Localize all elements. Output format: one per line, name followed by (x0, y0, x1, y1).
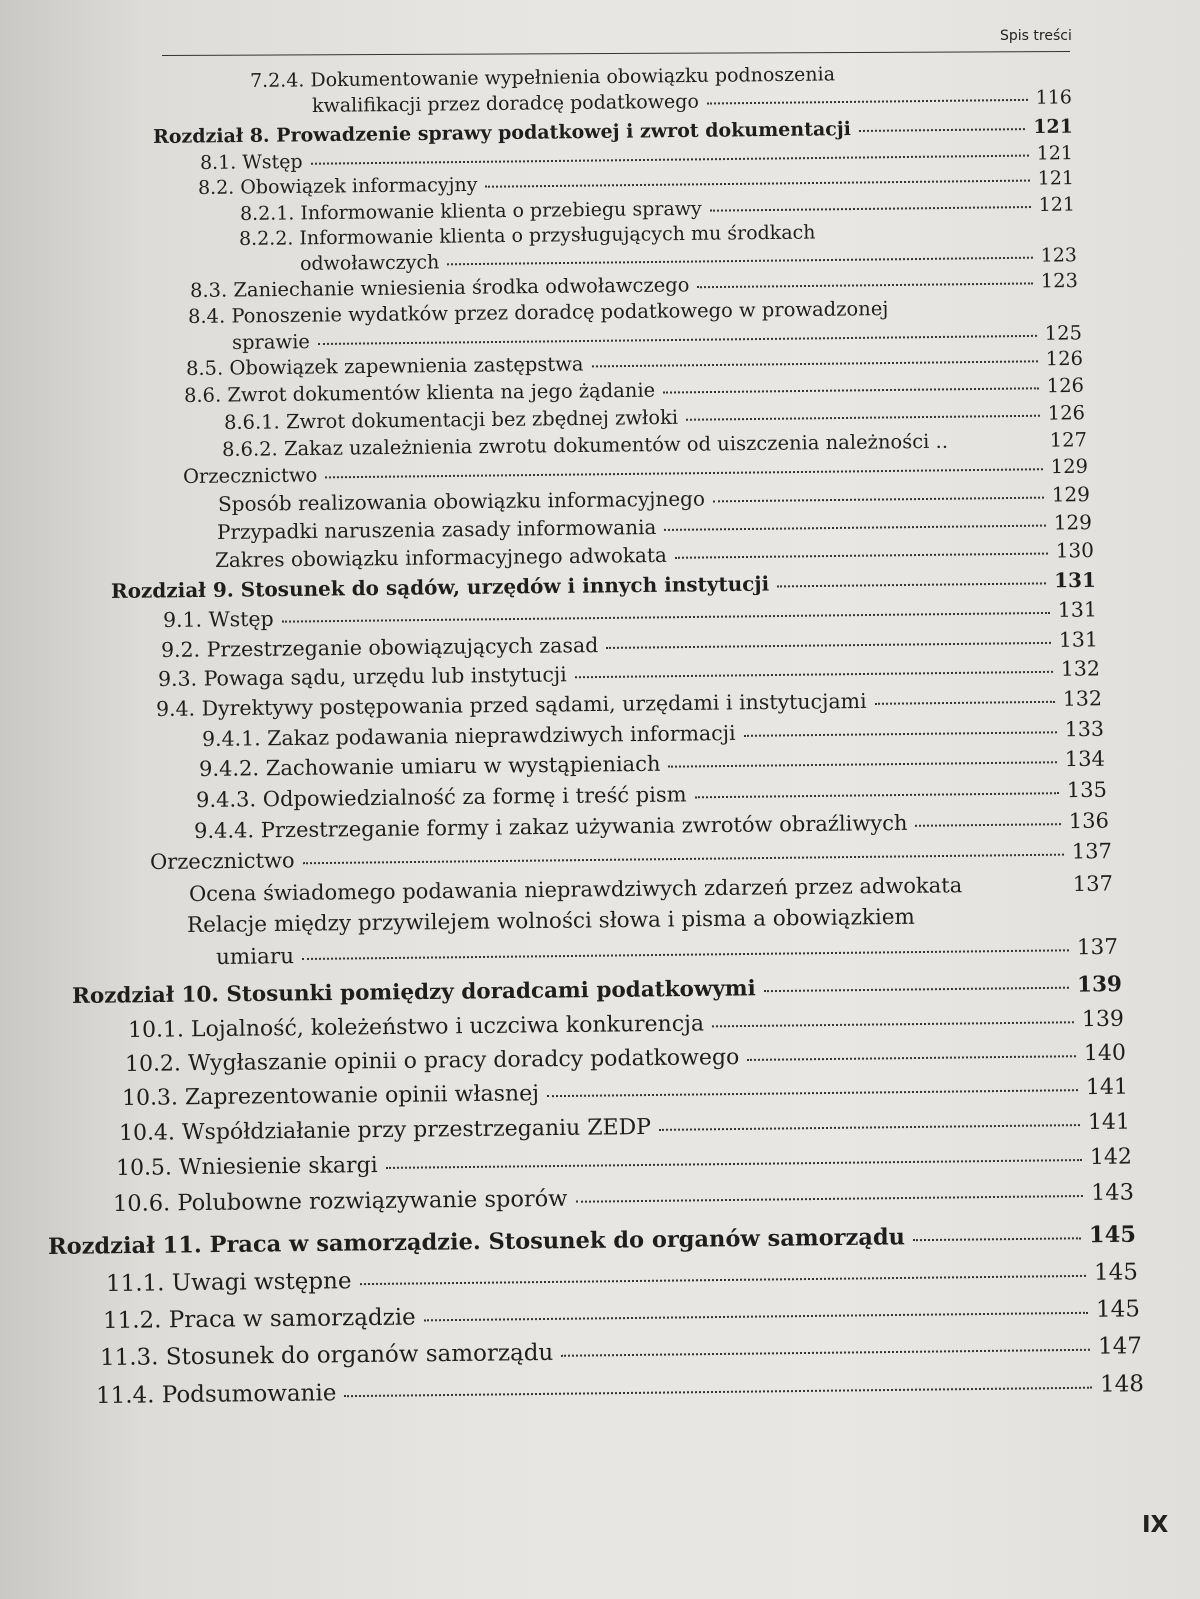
toc-entry-title: 9.4.1. Zakaz podawania nieprawdziwych informacji (201, 720, 736, 751)
toc-entry-title: 10.4. Współdziałanie przy przestrzeganiu ZEDP (118, 1114, 652, 1146)
dot-leader (913, 1237, 1081, 1241)
toc-page-number: 121 (1036, 142, 1074, 165)
toc-entry (312, 86, 1072, 117)
dot-leader (686, 415, 1040, 421)
dot-leader (360, 1275, 1087, 1285)
toc-entry-title: Ocena świadomego podawania nieprawdziwych zdarzeń przez adwokata (188, 873, 963, 906)
dot-leader (576, 1195, 1084, 1203)
dot-leader (707, 99, 1028, 105)
toc-page-number: 137 (1072, 871, 1114, 896)
toc-entry-title: umiaru (215, 944, 295, 970)
dot-leader (659, 1124, 1080, 1131)
toc-page-number: 132 (1062, 686, 1103, 711)
dot-leader (956, 444, 1042, 445)
toc-page-number: 145 (1088, 1221, 1137, 1249)
dot-leader (663, 387, 1039, 393)
toc-page-number: 131 (1058, 627, 1099, 652)
toc-entry-title: 8.3. Zaniechanie wniesienia środka odwoławczego (189, 273, 690, 302)
running-head: Spis treści (1000, 28, 1072, 44)
toc-page-number: 141 (1085, 1074, 1129, 1101)
toc-page-number: 137 (1071, 839, 1113, 864)
toc-entry-title: 11.2. Praca w samorządzie (102, 1304, 416, 1334)
toc-entry-title: Rozdział 9. Stosunek do sądów, urzędów i innych instytucji (110, 571, 770, 603)
toc-page-number: 131 (1054, 567, 1097, 593)
toc-entry (161, 627, 1098, 662)
toc-page-number: 129 (1050, 454, 1089, 479)
toc-entry-title: 9.3. Powaga sądu, urzędu lub instytucji (157, 662, 567, 691)
toc-entry-title: odwoławczych (299, 251, 440, 275)
toc-page-number: 139 (1076, 972, 1123, 998)
dot-leader (712, 1021, 1074, 1027)
toc-entry (194, 809, 1109, 843)
toc-page-number: 132 (1060, 656, 1101, 681)
toc-entry-title: Rozdział 8. Prowadzenie sprawy podatkowej i zwrot dokumentacji (152, 118, 852, 148)
toc-entry-title: 10.3. Zaprezentowanie opinii własnej (121, 1081, 540, 1111)
dot-leader (970, 888, 1065, 889)
toc-entry (196, 778, 1107, 812)
toc-entry-title: 11.4. Podsumowanie (95, 1380, 337, 1409)
toc-entry (128, 1007, 1124, 1043)
dot-leader (318, 335, 1037, 345)
toc-entry-title: Rozdział 10. Stosunki pomiędzy doradcami podatkowymi (71, 976, 756, 1009)
toc-entry (106, 1259, 1138, 1297)
dot-leader (664, 525, 1045, 531)
toc-entry-first-line: 8.2.2. Informowanie klienta o przysługujących mu środkach (238, 221, 816, 250)
dot-leader (713, 497, 1044, 503)
toc-chapter-entry (48, 1222, 1136, 1260)
toc-entry (215, 538, 1094, 572)
toc-entry-title: 10.6. Polubowne rozwiązywanie sporów (112, 1185, 568, 1217)
dot-leader (606, 642, 1051, 649)
toc-entry-title: 9.4.3. Odpowiedzialność za formę i treść pism (195, 782, 687, 812)
toc-entry-title: 8.6.2. Zakaz uzależnienia zwrotu dokumentów od uiszczenia należności .. (221, 429, 949, 461)
toc-entry (163, 597, 1097, 632)
dot-leader (485, 180, 1029, 188)
toc-chapter-entry (111, 568, 1096, 603)
dot-leader (303, 854, 1064, 865)
toc-page-number: 121 (1038, 193, 1076, 216)
toc-page-number: 130 (1055, 538, 1095, 563)
toc-entry (116, 1144, 1132, 1181)
toc-page-number: 126 (1047, 401, 1086, 425)
toc-entry-title: 8.2. Obowiązek informacyjny (197, 173, 478, 199)
toc-page-number: 129 (1053, 510, 1093, 535)
dot-leader (875, 701, 1055, 705)
header-rule (162, 51, 1070, 56)
toc-entry-title: kwalifikacji przez doradcę podatkowego (311, 90, 699, 117)
toc-entry-title: Sposób realizowania obowiązku informacyjnego (217, 486, 706, 516)
toc-entry-title: 8.1. Wstęp (199, 150, 303, 174)
toc-entry-title: Przypadki naruszenia zasady informowania (216, 515, 657, 544)
toc-page-number: 147 (1097, 1333, 1143, 1360)
toc-entry-title: Orzecznictwo (182, 463, 318, 488)
toc-entry (103, 1296, 1140, 1334)
toc-page-number: 145 (1095, 1296, 1141, 1323)
toc-page-number: 148 (1099, 1371, 1145, 1398)
toc-page-number: 137 (1076, 934, 1119, 961)
dot-leader (386, 1159, 1082, 1169)
dot-leader (344, 1387, 1092, 1397)
toc-entry (96, 1371, 1144, 1409)
toc-page-number: 143 (1090, 1179, 1135, 1206)
toc-entry-first-line: 7.2.4. Dokumentowanie wypełnienia obowiązku podnoszenia (249, 63, 836, 92)
toc-entry-title: 9.1. Wstęp (162, 606, 274, 632)
toc-page-number: 139 (1081, 1006, 1125, 1033)
toc-entry (199, 747, 1105, 781)
toc-entry-title: 8.6.1. Zwrot dokumentacji bez zbędnej zwłoki (223, 405, 679, 434)
toc-entry (150, 839, 1112, 874)
toc-entry-title: 9.4.2. Zachowanie umiaru w wystąpieniach (198, 751, 661, 781)
dot-leader (447, 257, 1032, 266)
dot-leader (675, 553, 1048, 559)
toc-entry-first-line: Relacje między przywilejem wolności słowa i pisma a obowiązkiem (186, 904, 916, 938)
toc-entry-title: 8.5. Obowiązek zapewnienia zastępstwa (185, 352, 584, 380)
toc-entry-first-line: 8.4. Ponoszenie wydatków przez doradcę podatkowego w prowadzonej (187, 297, 889, 328)
toc-page-number: 136 (1068, 808, 1110, 834)
toc-entry-title: sprawie (231, 330, 311, 354)
toc-page-number: 126 (1046, 373, 1085, 398)
page-folio: IX (1142, 1512, 1169, 1538)
toc-page-number: 141 (1087, 1109, 1131, 1136)
toc-entry-title: Orzecznictwo (149, 848, 295, 874)
dot-leader (424, 1312, 1088, 1322)
toc-page-number: 121 (1037, 167, 1075, 190)
toc-entry (125, 1041, 1126, 1077)
dot-leader (747, 1055, 1076, 1061)
toc-entry (189, 872, 1113, 906)
toc-page-number: 145 (1093, 1259, 1139, 1286)
toc-page-number: 131 (1057, 597, 1098, 622)
dot-leader (764, 987, 1069, 992)
toc-entry (240, 194, 1075, 225)
toc-entry-title: 10.1. Lojalność, koleżeństwo i uczciwa konkurencja (127, 1011, 705, 1043)
toc-page-number: 142 (1089, 1144, 1133, 1170)
dot-leader (311, 155, 1029, 165)
dot-leader (695, 792, 1059, 798)
toc-entry-title: 11.1. Uwagi wstępne (105, 1268, 352, 1297)
dot-leader (591, 360, 1037, 367)
toc-page-number: 133 (1064, 716, 1105, 742)
dot-leader (561, 1349, 1090, 1357)
toc-entry (158, 656, 1100, 691)
toc-entry (156, 686, 1102, 721)
toc-entry (113, 1179, 1134, 1217)
toc-entry-title: Rozdział 11. Praca w samorządzie. Stosunek do organów samorządu (47, 1224, 906, 1260)
toc-entry-title: 9.4.4. Przestrzeganie formy i zakaz używania zwrotów obraźliwych (193, 810, 908, 843)
toc-entry-title: 8.6. Zwrot dokumentów klienta na jego żądanie (183, 378, 656, 407)
dot-leader (915, 823, 1060, 827)
toc-entry (122, 1075, 1128, 1111)
toc-page-number: 135 (1066, 777, 1108, 803)
toc-page-number: 126 (1045, 346, 1084, 371)
dot-leader (777, 582, 1046, 587)
toc-entry-title: 8.2.1. Informowanie klienta o przebiegu sprawy (239, 197, 702, 225)
dot-leader (697, 282, 1032, 288)
toc-entry-title: Zakres obowiązku informacyjnego adwokata (214, 542, 667, 572)
dot-leader (668, 761, 1056, 767)
toc-entry-title: 9.4. Dyrektywy postępowania przed sądami, urzędami i instytucjami (155, 688, 867, 721)
dot-leader (547, 1089, 1078, 1097)
dot-leader (282, 612, 1050, 623)
toc-page-number: 121 (1033, 115, 1074, 139)
toc-entry (119, 1110, 1130, 1146)
toc-page-number: 134 (1064, 746, 1106, 772)
toc-entry-title: 10.2. Wygłaszanie opinii o pracy doradcy podatkowego (124, 1045, 740, 1077)
toc-entry-title: 10.5. Wniesienie skargi (115, 1153, 378, 1181)
toc-page-number: 129 (1051, 482, 1091, 507)
toc-entry-title: 9.2. Przestrzeganie obowiązujących zasad (160, 633, 599, 662)
dot-leader (859, 128, 1025, 132)
toc-entry-title: 11.3. Stosunek do organów samorządu (99, 1339, 554, 1371)
toc-page-number: 123 (1040, 244, 1078, 267)
dot-leader (744, 731, 1057, 737)
toc-entry (202, 717, 1104, 751)
dot-leader (575, 671, 1053, 678)
toc-page-number: 116 (1035, 86, 1073, 109)
toc-page-number: 123 (1040, 268, 1079, 293)
dot-leader (302, 949, 1069, 960)
toc-page-number: 127 (1049, 428, 1088, 452)
toc-entry (100, 1333, 1142, 1371)
dot-leader (710, 206, 1031, 212)
toc-page-number: 140 (1083, 1040, 1127, 1067)
toc-entry (216, 935, 1118, 970)
dot-leader (325, 468, 1042, 478)
toc-page-number: 125 (1044, 321, 1083, 345)
toc-chapter-entry (72, 972, 1122, 1009)
